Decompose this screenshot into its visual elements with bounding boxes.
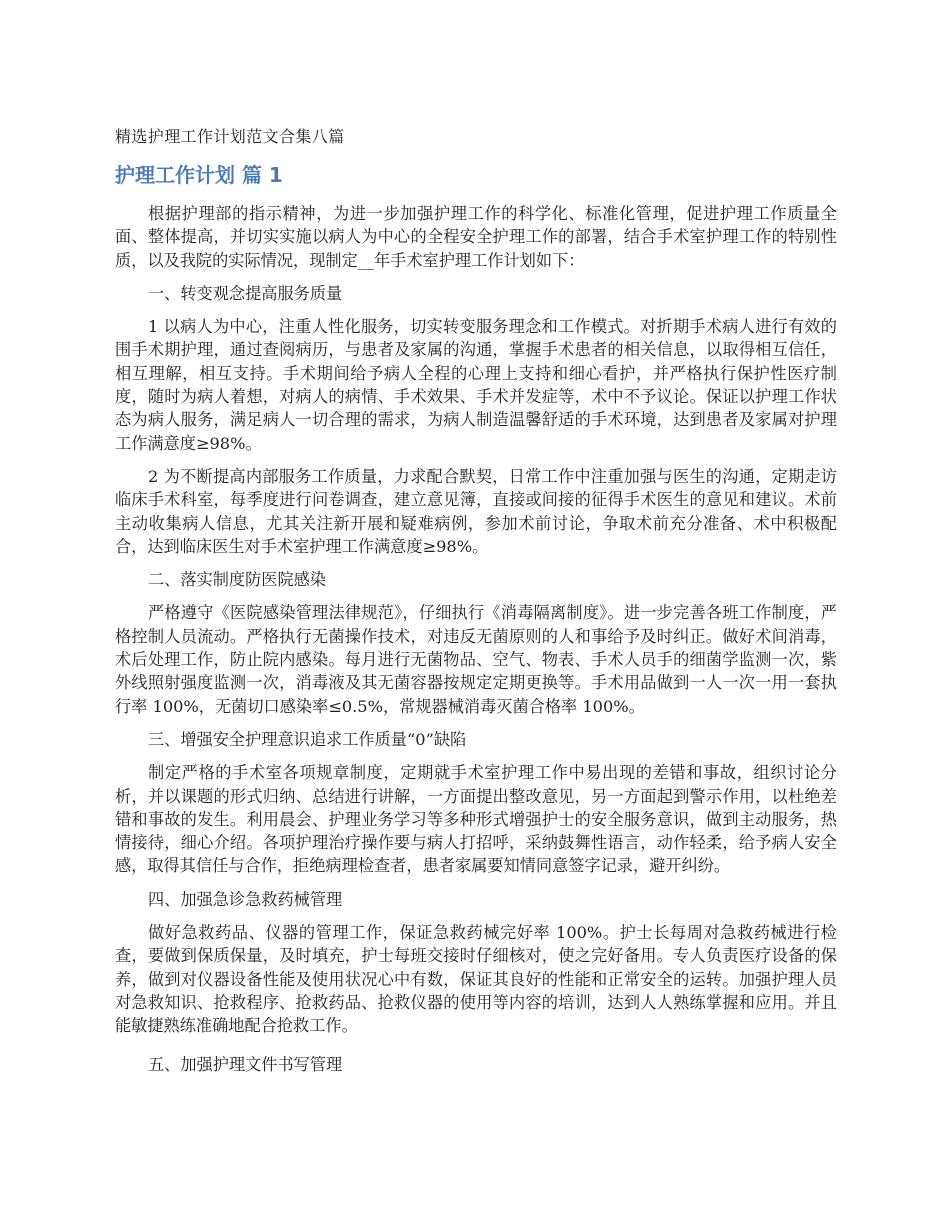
paragraph-2: 严格遵守《医院感染管理法律规范》，仔细执行《消毒隔离制度》。进一步完善各班工作制度，严格控制人员流动。严格执行无菌操作技术，对违反无菌原则的人和事给予及时纠正。做好术间消毒，术后处理工作，防止院内感染。每月进行无菌物品、空气、物表、手术人员手的细菌学监测一次，紫外线照射强度监测一次，消毒液及其无菌容器按规定定期更换等。手术用品做到一人一次一用一套执行率 100%，无菌切口感染率≤0.5%，常规器械消毒灭菌合格率 100%。 xyxy=(115,603,837,716)
subheading-4: 四、加强急诊急救药械管理 xyxy=(148,889,343,909)
paragraph-3: 制定严格的手术室各项规章制度，定期就手术室护理工作中易出现的差错和事故，组织讨论分析，并以课题的形式归纳、总结进行讲解，一方面提出整改意见，另一方面起到警示作用，以杜绝差错和事故的发生。利用晨会、护理业务学习等多种形式增强护士的安全服务意识，做到主动服务，热情接待，细心介绍。各项护理治疗操作要与病人打招呼，采纳鼓舞性语言，动作轻柔，给予病人安全感，取得其信任与合作，拒绝病理检查者，患者家属要知情同意签字记录，避开纠纷。 xyxy=(115,763,837,876)
section-heading: 护理工作计划 篇 1 xyxy=(115,163,283,187)
subheading-3: 三、增强安全护理意识追求工作质量“0”缺陷 xyxy=(148,729,467,749)
intro-paragraph: 根据护理部的指示精神，为进一步加强护理工作的科学化、标准化管理，促进护理工作质量全面、整体提高，并切实实施以病人为中心的全程安全护理工作的部署，结合手术室护理工作的特别性质，以及我院的实际情况，现制定__年手术室护理工作计划如下： xyxy=(115,204,837,270)
subheading-5: 五、加强护理文件书写管理 xyxy=(148,1054,343,1074)
paragraph-4: 做好急救药品、仪器的管理工作，保证急救药械完好率 100%。护士长每周对急救药械进行检查，要做到保质保量，及时填充，护士每班交接时仔细核对，使之完好备用。专人负责医疗设备的保养，做到对仪器设备性能及使用状况心中有数，保证其良好的性能和正常安全的运转。加强护理人员对急救知识、抢救程序、抢救药品、抢救仪器的使用等内容的培训，达到人人熟练掌握和应用。并且能敏捷熟练准确地配合抢救工作。 xyxy=(115,923,837,1036)
document-body xyxy=(115,124,837,1086)
subheading-2: 二、落实制度防医院感染 xyxy=(148,570,327,590)
paragraph-1-1: 1 以病人为中心，注重人性化服务，切实转变服务理念和工作模式。对折期手术病人进行有效的围手术期护理，通过查阅病历，与患者及家属的沟通，掌握手术患者的相关信息，以取得相互信任，相互理解，相互支持。手术期间给予病人全程的心理上支持和细心看护，并严格执行保护性医疗制度，随时为病人着想，对病人的病情、手术效果、手术并发症等，术中不予议论。保证以护理工作状态为病人服务，满足病人一切合理的需求，为病人制造温馨舒适的手术环境，达到患者及家属对护理工作满意度≥98%。 xyxy=(115,317,837,453)
subheading-1: 一、转变观念提高服务质量 xyxy=(148,283,343,303)
paragraph-1-2: 2 为不断提高内部服务工作质量，力求配合默契，日常工作中注重加强与医生的沟通，定期走访临床手术科室，每季度进行问卷调查，建立意见簿，直接或间接的征得手术医生的意见和建议。术前主动收集病人信息，尤其关注新开展和疑难病例，参加术前讨论，争取术前充分准备、术中积极配合，达到临床医生对手术室护理工作满意度≥98%。 xyxy=(115,466,837,556)
document-title: 精选护理工作计划范文合集八篇 xyxy=(115,127,345,146)
